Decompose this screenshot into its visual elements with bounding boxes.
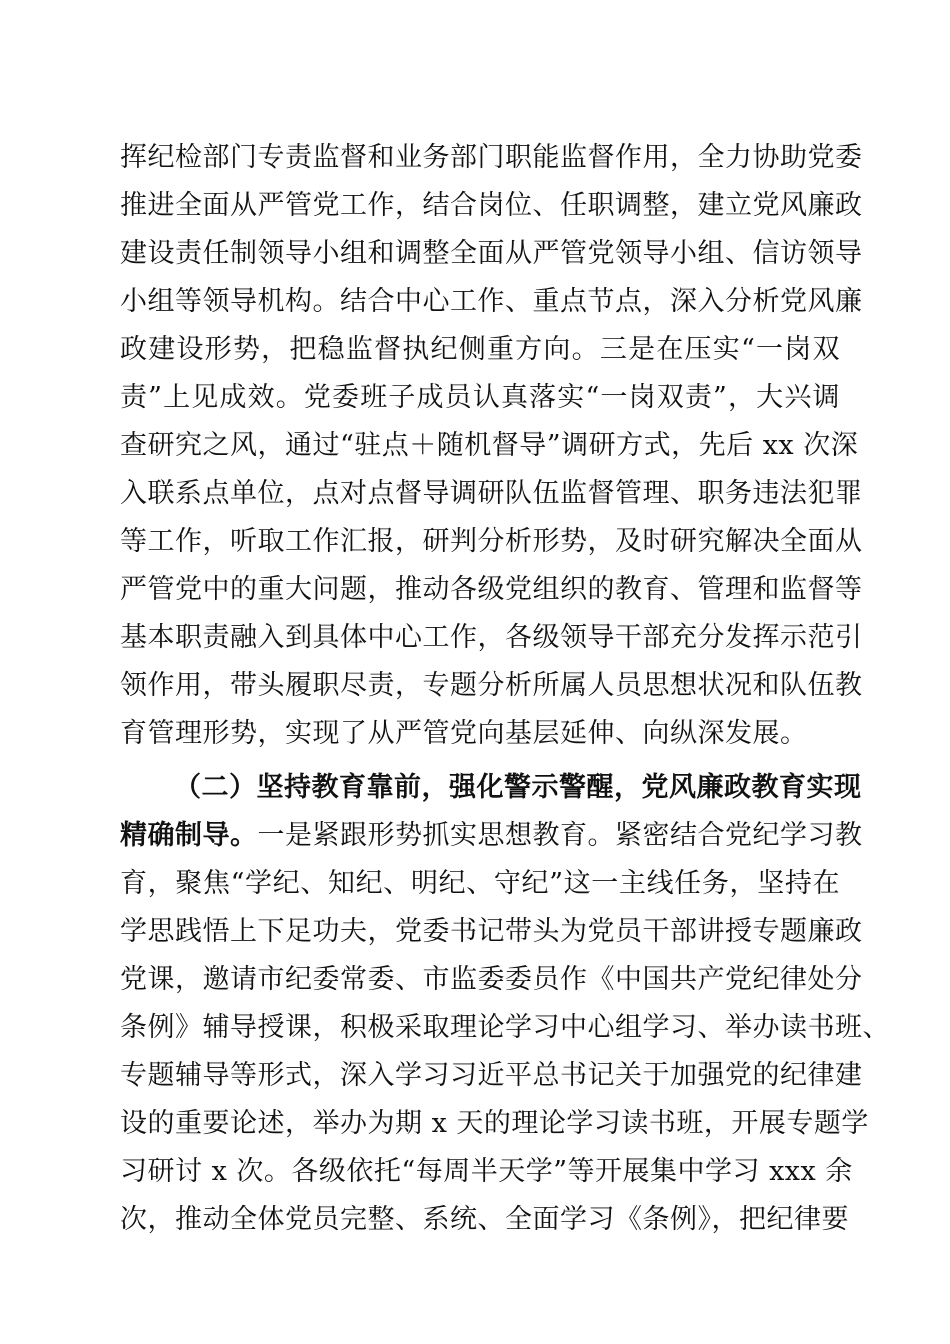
- section-heading-end: 精确制导。: [120, 820, 258, 851]
- paragraph-line: 推进全面从严管党工作，结合岗位、任职调整，建立党风廉政: [120, 190, 863, 221]
- paragraph-line: 入联系点单位，点对点督导调研队伍监督管理、职务违法犯罪: [120, 478, 863, 509]
- paragraph-line: 查研究之风，通过“驻点＋随机督导”调研方式，先后 xx 次深: [120, 430, 859, 461]
- paragraph-line: 次，推动全体党员完整、系统、全面学习《条例》，把纪律要: [120, 1204, 849, 1235]
- paragraph-line: 领作用，带头履职尽责，专题分析所属人员思想状况和队伍教: [120, 670, 863, 701]
- paragraph-line: 学思践悟上下足功夫，党委书记带头为党员干部讲授专题廉政: [120, 916, 863, 947]
- paragraph-line: 挥纪检部门专责监督和业务部门职能监督作用，全力协助党委: [120, 142, 863, 173]
- paragraph-line: 条例》辅导授课，积极采取理论学习中心组学习、举办读书班、: [120, 1012, 890, 1043]
- paragraph-line: 政建设形势，把稳监督执纪侧重方向。三是在压实“一岗双: [120, 334, 840, 365]
- paragraph-line: 等工作，听取工作汇报，研判分析形势，及时研究解决全面从: [120, 526, 863, 557]
- paragraph-line: [120, 814, 863, 858]
- paragraph-line: 党课，邀请市纪委常委、市监委委员作《中国共产党纪律处分: [120, 964, 863, 995]
- paragraph-text: 一是紧跟形势抓实思想教育。紧密结合党纪学习教: [257, 820, 863, 851]
- paragraph-line: 小组等领导机构。结合中心工作、重点节点，深入分析党风廉: [120, 286, 863, 317]
- paragraph-line: 设的重要论述，举办为期 x 天的理论学习读书班，开展专题学: [120, 1108, 869, 1139]
- paragraph-line: 育管理形势，实现了从严管党向基层延伸、向纵深发展。: [120, 718, 808, 749]
- paragraph-line: 基本职责融入到具体中心工作，各级领导干部充分发挥示范引: [120, 622, 863, 653]
- paragraph-line: 习研讨 x 次。各级依托“每周半天学”等开展集中学习 xxx 余: [120, 1156, 853, 1187]
- paragraph-line: 育，聚焦“学纪、知纪、明纪、守纪”这一主线任务，坚持在: [120, 868, 840, 899]
- paragraph-line: 严管党中的重大问题，推动各级党组织的教育、管理和监督等: [120, 574, 863, 605]
- paragraph-line: 建设责任制领导小组和调整全面从严管党领导小组、信访领导: [120, 238, 863, 269]
- section-heading: （二）坚持教育靠前，强化警示警醒，党风廉政教育实现: [174, 772, 862, 803]
- paragraph-line: 专题辅导等形式，深入学习习近平总书记关于加强党的纪律建: [120, 1060, 863, 1091]
- paragraph-line: 责”上见成效。党委班子成员认真落实“一岗双责”，大兴调: [120, 382, 840, 413]
